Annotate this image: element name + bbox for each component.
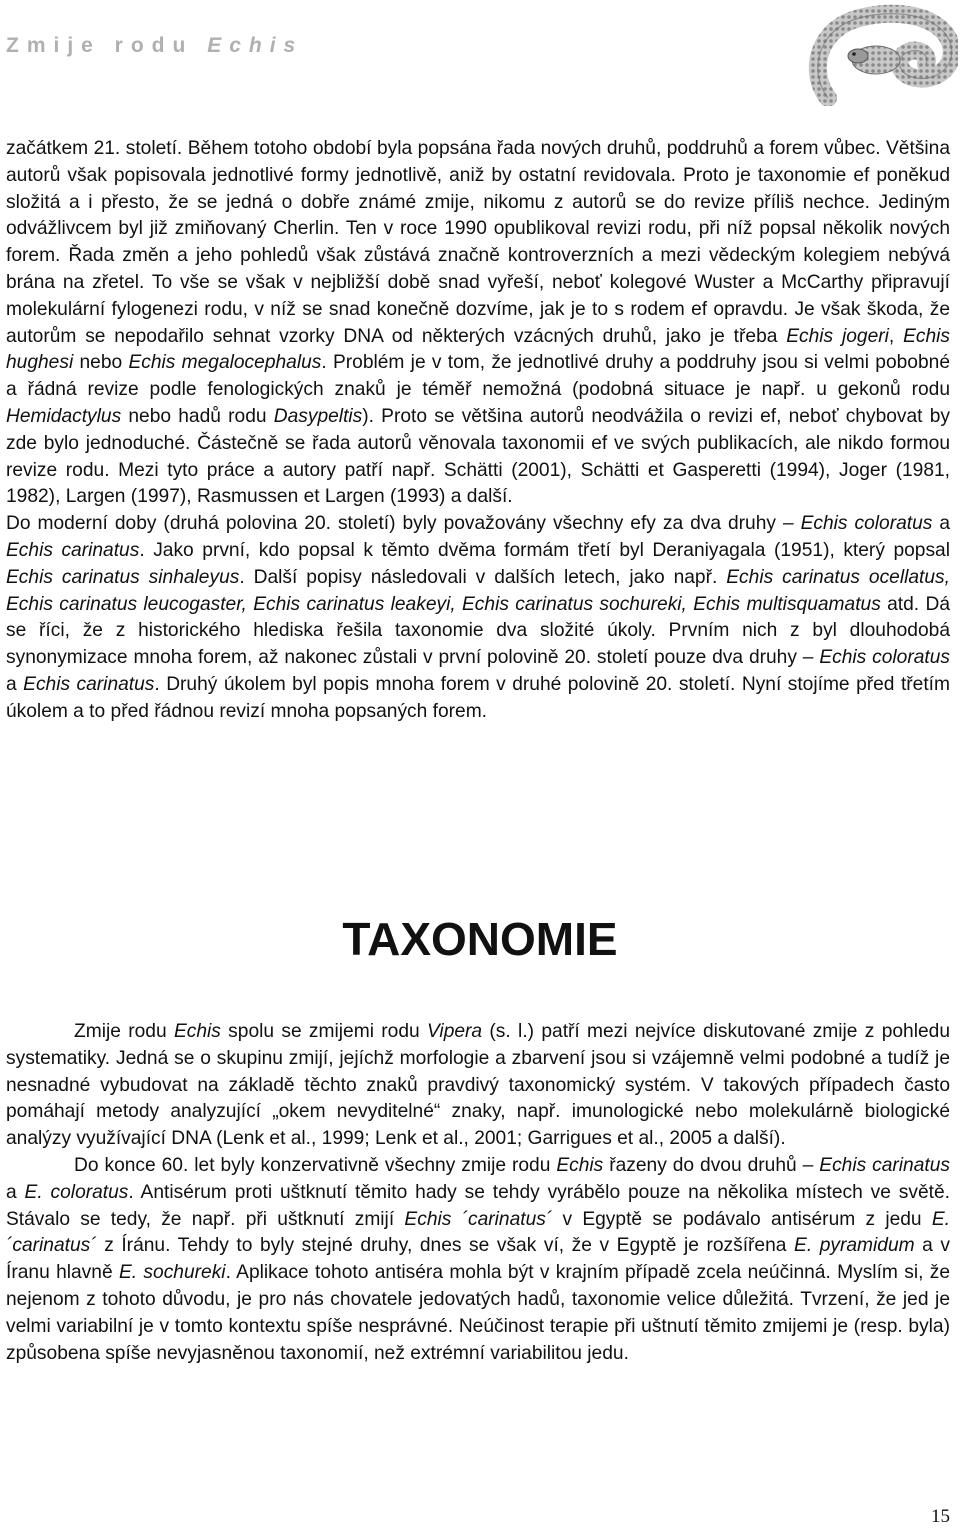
italic-taxon-name: Echis ´carinatus´ xyxy=(404,1208,553,1230)
intro-section xyxy=(6,136,950,726)
italic-taxon-name: Hemidactylus xyxy=(6,405,122,427)
running-header xyxy=(6,34,303,58)
running-header-plain: Zmije rodu xyxy=(6,34,194,57)
text-run: . Antisérum proti uštknutí těmito hady se tehdy vyrábělo pouze na několika místech ve světě. Stávalo se tedy, že např. při uštknutí zmijí xyxy=(6,1181,950,1230)
running-header-italic: Echis xyxy=(207,34,304,57)
italic-taxon-name: Vipera xyxy=(426,1021,483,1042)
taxonomy-section xyxy=(6,1019,950,1367)
text-run: Zmije rodu xyxy=(74,1021,174,1042)
italic-taxon-name: Echis coloratus xyxy=(819,647,951,669)
snake-illustration-icon xyxy=(798,2,958,106)
text-run: . Jako první, kdo popsal k těmto dvěma formám třetí byl Deraniyagala (1951), který popsal xyxy=(139,539,950,561)
italic-taxon-name: Dasypeltis xyxy=(273,405,363,427)
text-run: a xyxy=(932,513,950,535)
italic-taxon-name: E. coloratus xyxy=(24,1181,129,1203)
text-run: . Další popisy následovali v dalších letech, jako např. xyxy=(239,566,727,588)
italic-taxon-name: Echis xyxy=(556,1154,604,1176)
intro-paragraph-2 xyxy=(6,511,950,725)
italic-taxon-name: E. sochureki xyxy=(118,1262,226,1284)
text-run: a xyxy=(6,1181,25,1203)
taxonomy-paragraph-1 xyxy=(6,1019,950,1153)
text-run: . Aplikace tohoto antiséra mohla být v krajním případě zcela neúčinná. Myslím si, že nejenom z tohoto důvodu, je pro nás chovatele jedovatých hadů, taxonomie velice důležitá. Tvrzení, že jed je velmi variabilní je v tomto kontextu spíše nesprávné. Neúčinost terapie při uštnutí těmito zmijemi je (resp. byla) způsobena spíše nevyjasněnou taxonomií, než extrémní variabilitou jedu. xyxy=(6,1262,951,1364)
italic-taxon-name: Echis jogeri xyxy=(786,325,889,347)
text-run: , xyxy=(888,325,904,347)
italic-taxon-name: Echis carinatus xyxy=(23,673,155,695)
text-run: Do konce 60. let byly konzervativně všechny zmije rodu xyxy=(74,1154,557,1176)
italic-taxon-name: E. ´carinatus´ xyxy=(6,1208,950,1257)
text-run: atd. Dá se říci, že z historického hlediska řešila taxonomie dva složité úkoly. Prvním nich z byl dlouhodobá synonymizace mnoha forem, až nakonec zůstali v první polovině 20. století pouze dva druhy – xyxy=(6,593,950,669)
intro-paragraph-1 xyxy=(6,136,950,511)
text-run: začátkem 21. století. Během totoho období byla popsána řada nových druhů, poddruhů a forem vůbec. Většina autorů však popisovala jednotlivé formy jednotlivě, aniž by ostatní revidovala. Proto je taxonomie ef poněkud složitá a i přesto, že se jedná o dobře známé zmije, nikomu z autorů se do revize příliš nechce. Jediným odvážlivcem byl již zmiňovaný Cherlin. Ten v roce 1990 opublikoval revizi rodu, při níž popsal několik nových forem. Řada změn a jeho pohledů však zůstává značně kontroverzních a mezi vědeckým kolegiem nebývá brána na zřetel. To vše se však v nejbližší době snad vyřeší, neboť kolegové Wuster a McCarthy připravují molekulární fylogenezi rodu, v níž se snad konečně dozvíme, jak je to s rodem ef opravdu. Je však škoda, že autorům se nepodařilo sehnat vzorky DNA od některých vzácných druhů, jako je třeba xyxy=(6,138,950,347)
text-run: z Íránu. Tehdy to byly stejné druhy, dnes se však ví, že v Egyptě je rozšířena xyxy=(96,1235,795,1257)
text-run: nebo xyxy=(73,352,129,374)
italic-taxon-name: Echis carinatus sinhaleyus xyxy=(6,566,240,588)
taxonomy-paragraph-2 xyxy=(6,1153,950,1367)
text-run: . Problém je v tom, že jednotlivé druhy a poddruhy jsou si velmi pobobné a řádná revize podle fenologických znaků je téměř nemožná (podobná situace je např. u gekonů rodu xyxy=(6,352,950,401)
text-run: v Egyptě se podávalo antisérum z jedu xyxy=(552,1208,932,1230)
text-run: řazeny do dvou druhů – xyxy=(603,1154,820,1176)
text-run: . Druhý úkolem byl popis mnoha forem v druhé polovině 20. století. Nyní stojíme před třetím úkolem a to před řádnou revizí mnoha popsaných forem. xyxy=(6,673,950,722)
italic-taxon-name: Echis carinatus ocellatus, Echis carinatus leucogaster, Echis carinatus leakeyi, Echis carinatus sochureki, Echis multisquamatus xyxy=(6,566,950,615)
italic-taxon-name: E. pyramidum xyxy=(794,1235,915,1257)
page-number: 15 xyxy=(931,1506,950,1527)
italic-taxon-name: Echis xyxy=(173,1021,221,1042)
text-run: nebo hadů rodu xyxy=(121,405,274,427)
text-run: Do moderní doby (druhá polovina 20. století) byly považovány všechny efy za dva druhy – xyxy=(6,513,801,535)
section-heading: TAXONOMIE xyxy=(342,913,618,965)
italic-taxon-name: Echis megalocephalus xyxy=(128,352,322,374)
italic-taxon-name: Echis hughesi xyxy=(6,325,950,374)
italic-taxon-name: Echis carinatus xyxy=(819,1154,950,1176)
text-run: a xyxy=(6,673,24,695)
text-run: (s. l.) patří mezi nejvíce diskutované zmije z pohledu systematiky. Jedná se o skupinu zmijí, jejíchž morfologie a zbarvení jsou si vzájemně velmi podobné a tudíž je nesnadné vybudovat na základě těchto znaků pravdivý taxonomický systém. V takových případech často pomáhají metody analyzující „okem nevyditelné“ znaky, např. imunologické nebo molekulárně biologické analýzy využívající DNA (Lenk et al., 1999; Lenk et al., 2001; Garrigues et al., 2005 a další). xyxy=(6,1021,950,1150)
text-run: a v Íranu hlavně xyxy=(6,1235,950,1284)
text-run: spolu se zmijemi rodu xyxy=(220,1021,427,1042)
text-run: ). Proto se většina autorů neodvážila o revizi ef, neboť chybovat by zde bylo jednoduché. Částečně se řada autorů věnovala taxonomii ef ve svých publikacích, ale nikdo formou revize rodu. Mezi tyto práce a autory patří např. Schätti (2001), Schätti et Gasperetti (1994), Joger (1981, 1982), Largen (1997), Rasmussen et Largen (1993) a další. xyxy=(6,405,950,508)
italic-taxon-name: Echis carinatus xyxy=(6,539,140,561)
italic-taxon-name: Echis coloratus xyxy=(800,513,933,535)
